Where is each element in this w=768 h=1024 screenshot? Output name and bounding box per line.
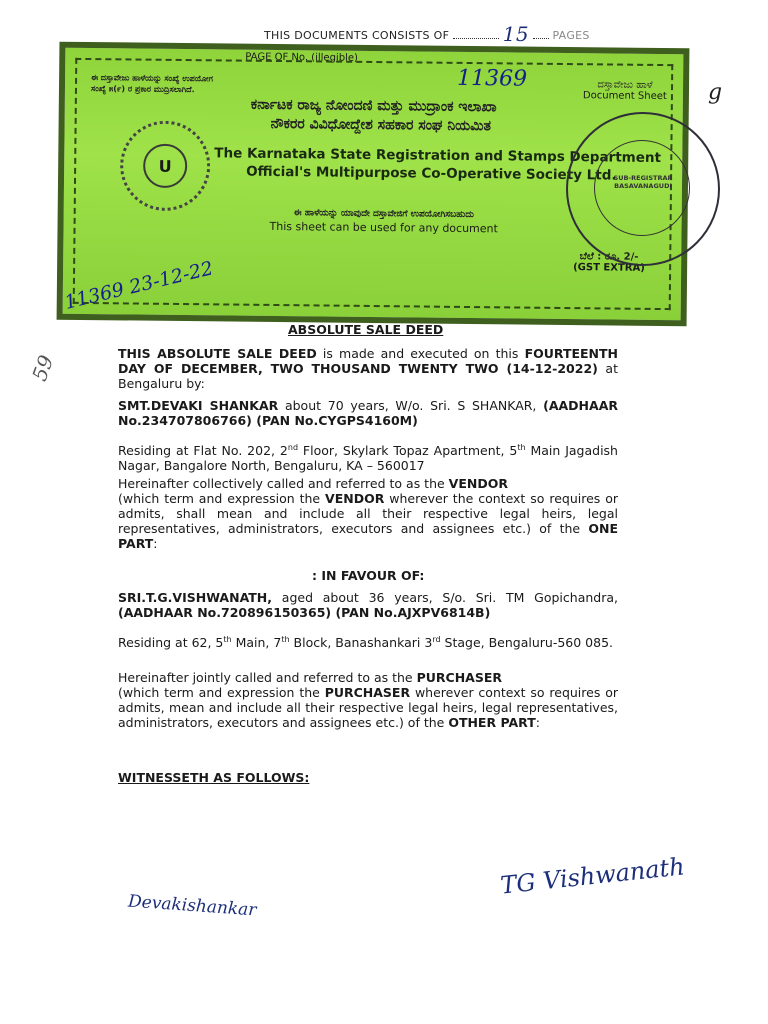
in-favour-of-heading: : IN FAVOUR OF: — [312, 568, 425, 583]
purchaser-ids: (AADHAAR No.720896150365) (PAN No.AJXPV6814B) — [118, 605, 491, 620]
vendor-identity — [118, 398, 618, 428]
document-sheet-label — [583, 79, 667, 102]
vendor-res-3: Main Jagadish Nagar, Bangalore North, Bengaluru, KA – 560017 — [118, 443, 618, 474]
english-title-line-2: Official's Multipurpose Co-Operative Society Ltd. — [246, 163, 617, 184]
deed-title: ABSOLUTE SALE DEED — [288, 322, 444, 337]
purchaser-res-sup-2: th — [281, 635, 290, 644]
purchaser-identity — [118, 590, 618, 620]
purchaser-res-2: Main, 7 — [231, 635, 282, 651]
sheet-note-line-2: ಸಂಖ್ಯೆ ೫(೯) ರ ಪ್ರಕಾರ ಮುದ್ರಿಸಲಾಗಿದೆ. — [90, 84, 195, 95]
vendor-term-1: (which term and expression the — [118, 491, 326, 506]
purchaser-res-3: Block, Banashankari 3 — [289, 635, 433, 651]
usage-note-kannada: ಈ ಹಾಳೆಯನ್ನು ಯಾವುದೇ ದಸ್ತಾವೇಜಿಗೆ ಉಪಯೋಗಿಸಬಹುದು — [293, 208, 474, 221]
vendor-res-2: Floor, Skylark Topaz Apartment, 5 — [298, 443, 518, 459]
vendor-res-sup-1: nd — [287, 443, 299, 452]
vendor-ref-text: Hereinafter collectively called and referred to as the — [118, 476, 449, 491]
intro-text-1: is made and executed on this — [316, 346, 525, 361]
vendor-term-2: wherever the context so requires or admits, shall mean and include all their respective legal heirs, legal representatives, administrators, executors and assignees etc.) of the — [118, 491, 618, 536]
vendor-name: SMT.DEVAKI SHANKAR — [118, 398, 279, 413]
purchaser-word-2: PURCHASER — [324, 685, 411, 700]
pages-handwritten: 15 — [502, 22, 529, 46]
document-sheet-kannada: ದಸ್ತಾವೇಜು ಹಾಳೆ — [597, 79, 653, 91]
vendor-reference — [118, 476, 618, 551]
purchaser-res-4: Stage, Bengaluru-560 085. — [440, 635, 614, 651]
vendor-signature: Devakishankar — [127, 891, 258, 921]
vendor-residence — [118, 440, 618, 473]
serial-number-handwritten: 11369 — [456, 65, 528, 92]
purchaser-res-1: Residing at 62, 5 — [118, 635, 224, 651]
kannada-title — [251, 96, 497, 137]
purchaser-word: PURCHASER — [416, 670, 503, 685]
purchaser-res-sup-3: rd — [432, 635, 441, 644]
purchaser-residence — [118, 632, 618, 650]
margin-mark-right: g — [708, 80, 723, 105]
usage-note-english: This sheet can be used for any document — [269, 219, 498, 236]
witness-heading: WITNESSETH AS FOLLOWS: — [118, 770, 310, 785]
deed-intro — [118, 346, 618, 391]
pages-count-note — [264, 20, 590, 44]
other-part: OTHER PART — [448, 715, 536, 730]
vendor-res-sup-2: th — [517, 443, 526, 452]
intro-date: FOURTEENTH DAY OF DECEMBER, TWO THOUSAND TWENTY TWO — [118, 346, 618, 376]
stamp-text: SUB-REGISTRAR BASAVANAGUDI — [613, 174, 673, 190]
usage-note — [269, 206, 498, 236]
purchaser-res-sup-1: th — [223, 635, 232, 644]
vendor-word: VENDOR — [448, 476, 508, 491]
purchaser-term-2: wherever context so requires or admits, mean and include all their respective legal heirs, legal representatives, administrators, executors and assignees etc.) of the — [118, 685, 618, 730]
society-seal-letter: U — [143, 144, 187, 188]
purchaser-ref-text: Hereinafter jointly called and referred to as the — [118, 670, 417, 685]
vendor-ids: (AADHAAR No.234707806766) (PAN No.CYGPS4160M) — [118, 398, 618, 428]
one-part: ONE PART — [118, 521, 618, 551]
other-part-colon: : — [535, 715, 540, 730]
kannada-title-line-1: ಕರ್ನಾಟಕ ರಾಜ್ಯ ನೋಂದಣಿ ಮತ್ತು ಮುದ್ರಾಂಕ ಇಲಾಖಾ — [250, 96, 497, 116]
pages-note-label: THIS DOCUMENTS CONSISTS OF — [264, 29, 450, 42]
margin-mark-left: 59 — [27, 351, 59, 385]
gst-note: (GST EXTRA) — [573, 262, 645, 274]
vendor-res-1: Residing at Flat No. 202, 2 — [118, 443, 288, 459]
vendor-description: about 70 years, W/o. Sri. S SHANKAR, — [278, 398, 544, 413]
registration-handwritten: 11369 23-12-22 — [62, 257, 216, 314]
vendor-word-2: VENDOR — [325, 491, 385, 506]
one-part-colon: : — [153, 536, 158, 551]
document-sheet-english: Document Sheet — [582, 90, 667, 103]
purchaser-name: SRI.T.G.VISHWANATH, — [118, 590, 273, 605]
purchaser-signature: TG Vishwanath — [499, 852, 686, 900]
english-title-line-1: The Karnataka State Registration and Stamps Department — [214, 145, 662, 167]
intro-text-2: at Bengaluru by: — [118, 361, 618, 391]
sub-registrar-stamp — [566, 112, 720, 266]
intro-date-number: (14-12-2022) — [498, 361, 598, 376]
pages-suffix: PAGES — [552, 29, 590, 42]
sheet-note-kannada — [91, 72, 213, 95]
sheet-note-line-1: ಈ ದಸ್ತಾವೇಜು ಹಾಳೆಯನ್ನು ಸಂಖ್ಯೆ ಉಪಯೋಗ — [91, 73, 213, 84]
page-of-label: PAGE OF No. (illegible) — [245, 51, 358, 64]
intro-bold: THIS ABSOLUTE SALE DEED — [118, 346, 317, 361]
society-seal — [120, 120, 211, 211]
purchaser-description: aged about 36 years, S/o. Sri. TM Gopichandra, — [272, 590, 618, 605]
price-value: ಬೆಲೆ : ರೂ. 2/- — [579, 251, 639, 263]
purchaser-term-1: (which term and expression the — [118, 685, 325, 700]
kannada-title-line-2: ನೌಕರರ ವಿವಿಧೋದ್ದೇಶ ಸಹಕಾರ ಸಂಘ ನಿಯಮಿತ — [270, 115, 492, 135]
purchaser-reference — [118, 670, 618, 730]
